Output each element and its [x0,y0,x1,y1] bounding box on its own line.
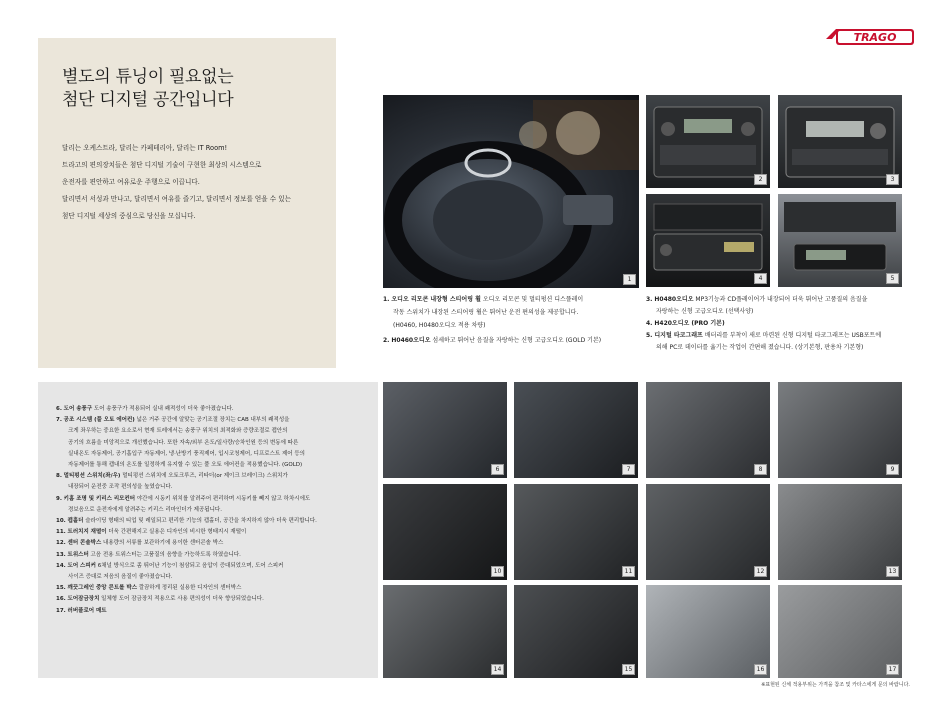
caption-5-line2 [656,342,863,354]
intro-line: 운전자를 편안하고 여유로운 주행으로 이끕니다. [62,178,200,186]
trago-logo [826,27,914,47]
feature-text: 깔끔하게 정리된 실용한 디자인의 센터박스 [138,585,242,592]
feature-item [56,572,374,583]
feature-text: 일체형 도어 잠금장치 적용으로 사용 편의성이 더욱 향상되었습니다. [101,596,264,603]
feature-title: 캡홀더 [67,518,84,525]
caption-4 [646,318,725,330]
feature-item [56,482,374,493]
feature-id: 11. [56,529,66,536]
caption-3-line1 [646,294,867,306]
photo-number: 1 [623,274,636,285]
feature-id: 13. [56,551,66,558]
caption-text: 배터리를 부착이 새로 마련된 신형 디지털 타코그래프는 USB포트에 [704,332,882,339]
photo-center-control-box [514,585,638,678]
photo-ashtray [514,484,638,580]
intro-line: 달리면서 서성과 만나고, 달리면서 여유를 즐기고, 달리면서 정보를 얻을 수 있는 [62,195,291,203]
photo-number: 8 [754,464,767,475]
caption-1-line2 [393,307,578,319]
caption-text: 섬세하고 뛰어난 음질을 자랑하는 신형 고급오디오 (GOLD 기본) [432,337,602,344]
feature-text: 자동제어를 통해 캡내의 온도를 일정하게 유지할 수 있는 풀 오토 에어컨을 적용했습니다. (GOLD) [68,462,303,469]
photo-number: 12 [754,566,767,577]
feature-text: 야간에 시동키 위치를 알려주어 편리하며 시동키를 빼지 않고 하차시에도 [136,495,311,502]
feature-title: 트러치지 재떨이 [67,529,107,536]
photo-number: 15 [622,664,635,675]
caption-2 [383,335,601,347]
feature-item [56,460,374,471]
feature-id: 10. [56,518,66,525]
tacho-illustration [778,194,902,287]
feature-id: 7. [56,417,62,424]
photo-number: 17 [886,664,899,675]
caption-1-line1 [383,294,583,306]
photo-number: 7 [622,464,635,475]
feature-id: 15. [56,585,66,592]
photo-key-light [778,382,902,478]
photo-number: 10 [491,566,504,577]
photo-steering-wheel [383,95,639,288]
feature-text: 넓은 거주 공간에 알맞는 공기조절 장치는 CAB 내부의 쾌적성을 [136,417,290,424]
audio-unit-illustration [778,95,902,188]
photo-number: 9 [886,464,899,475]
feature-id: 12. [56,540,66,547]
photo-door-speaker [383,585,507,678]
feature-text: 더욱 간편해지고 실용은 디자인의 비시한 형태지시 재떨이 [108,529,247,536]
photo-number: 2 [754,174,767,185]
feature-text: 멀티펑션 스위치에 오토크루즈, 리타더(or 제이크 브레이크) 스위치가 [122,473,288,480]
photo-audio-h420 [778,95,902,188]
caption-id: 5. [646,332,653,339]
photo-climate-control [514,382,638,478]
feature-title: 러버플로어 매트 [67,607,107,614]
photo-number: 16 [754,664,767,675]
photo-number: 4 [754,273,767,284]
feature-item [56,594,374,605]
photo-tweeter [778,484,902,580]
photo-door-vent [383,382,507,478]
intro-body [62,140,327,225]
svg-text:TRAGO: TRAGO [853,31,897,45]
caption-id: 3. [646,296,653,303]
photo-audio-h460 [646,194,770,287]
caption-text: 의해 PC로 데이터를 옮기는 작업이 간편해 졌습니다. (상기본형, 판용차 기본형) [656,344,864,351]
footnote: ※표현된 신체 적용부위는 가격을 참조 및 카타스에게 문의 바랍니다. [761,682,910,688]
photo-number: 5 [886,273,899,284]
feature-text: 실내온도 자동제어, 공기흡입구 자동제어, 냉·난방기 풍직제어, 입시코청제어, 디프로스트 제어 등의 [68,450,305,457]
feature-title: 공조 시스템 (풀 오토 에어컨) [63,417,135,424]
caption-text: (H0460, H0480오디오 적용 차량) [393,322,486,329]
feature-text: 경보음으로 운전자에게 알려주는 키리스 리마인더가 제공됩니다. [68,506,222,513]
caption-id: 4. [646,320,653,327]
steering-wheel-illustration [383,95,639,288]
feature-title: 도어잠금장치 [67,596,100,603]
photo-number: 3 [886,174,899,185]
intro-line: 트라고의 편의장치들은 첨단 디지털 기술이 구현한 최상의 시스템으로 [62,161,262,169]
feature-text: 크게 좌우하는 중요한 요소로서 현재 트레에서는 송풍구 위치의 최적화와 증량조절로 캡안의 [68,428,288,435]
feature-title: 키홈 조명 및 키리스 리모컨터 [63,495,136,502]
caption-text: 오디오 리모콘 및 멀티펑션 디스플레이 [482,296,584,303]
feature-item [56,606,374,617]
photo-number: 6 [491,464,504,475]
caption-text: 작동 스위치가 내장된 스티어링 휠은 뛰어난 운전 편의성을 제공합니다. [393,309,579,316]
caption-title: H0460오디오 [391,337,431,344]
caption-title: 오디오 리모콘 내장형 스티어링 휠 [391,296,481,303]
caption-1-line3 [393,320,485,332]
intro-line: 달리는 오케스트라, 달리는 카페테리아, 달리는 IT Room! [62,144,228,152]
caption-title: 디지털 타코그래프 [654,332,703,339]
headline-line: 첨단 디지털 공간입니다 [62,90,234,110]
feature-item [56,494,374,505]
caption-title: H420오디오 (PRO 기본) [654,320,725,327]
feature-title: 도어 송풍구 [63,406,93,412]
headline-line: 별도의 튜닝이 필요없는 [62,67,234,87]
audio-unit-illustration [646,194,770,287]
feature-id: 9. [56,495,62,502]
feature-text: 고음 전용 트위스터는 고품질의 음향을 가능하도록 하였습니다. [90,551,241,558]
headline [62,66,322,112]
caption-id: 1. [383,296,390,303]
caption-5-line1 [646,330,881,342]
features-list [56,404,374,617]
feature-item [56,561,374,572]
feature-text: 공기의 흐름을 미앙적으로 개선했습니다. 또한 자속/외부 온도/일사량/승차인원 등의 변동에 따른 [68,439,299,446]
feature-text: 슬라이딩 형태의 티업 및 레일되고 편리한 기능의 캡홀더, 공간을 차지하지 않아 더욱 편리합니다. [85,518,317,525]
audio-unit-illustration [646,95,770,188]
feature-title: 깨끗그레인 중앙 콘트롤 박스 [67,585,138,592]
caption-id: 2. [383,337,390,344]
feature-text: 내용량의 서류를 보관하기에 용이한 센터콘솔 박스 [103,540,224,547]
intro-line: 첨단 디지털 세상의 중심으로 당신을 모십니다. [62,212,196,220]
photo-audio-h480 [646,95,770,188]
feature-item [56,550,374,561]
photo-cup-holder [383,484,507,580]
feature-item [56,404,374,415]
photo-number: 14 [491,664,504,675]
photo-door-lock [646,585,770,678]
feature-text: 도어 송풍구가 적용되어 실내 쾌적성이 더욱 좋아졌습니다. [93,406,234,412]
feature-title: 센터 콘솔박스 [67,540,102,547]
feature-item [56,449,374,460]
feature-item [56,516,374,527]
feature-item [56,415,374,426]
feature-id: 17. [56,607,66,614]
feature-id: 14. [56,562,66,569]
photo-number: 11 [622,566,635,577]
photo-console-box [646,484,770,580]
feature-item [56,426,374,437]
feature-text: 사이즈 증대로 저음의 음질이 좋아졌습니다. [68,574,173,581]
feature-id: 8. [56,473,62,480]
feature-id: 6. [56,406,62,412]
feature-title: 도어 스피커 [67,562,96,569]
caption-text: MP3기능과 CD플레이어가 내장되어 더욱 뛰어난 고품질의 음질을 [695,296,868,303]
photo-multifunction-switch [646,382,770,478]
feature-title: 멀티펑션 스위치(좌/우) [63,473,121,480]
feature-text: 6채널 방식으로 좀 뛰어난 기능이 첨삼되고 음압이 증대되었으며, 도어 스피커 [97,562,284,569]
feature-item [56,538,374,549]
feature-text: 내장되어 운전중 조작 편의성을 높였습니다. [68,484,173,491]
feature-id: 16. [56,596,66,603]
feature-item [56,583,374,594]
feature-item [56,527,374,538]
caption-title: H0480오디오 [654,296,694,303]
feature-item [56,471,374,482]
feature-item [56,505,374,516]
photo-digital-tacho [778,194,902,287]
feature-title: 트위스터 [67,551,89,558]
feature-item [56,438,374,449]
photo-number: 13 [886,566,899,577]
photo-rubber-floor-mat [778,585,902,678]
caption-3-line2 [656,306,753,318]
caption-text: 자랑하는 신형 고급오디오 (선택사양) [656,308,754,315]
